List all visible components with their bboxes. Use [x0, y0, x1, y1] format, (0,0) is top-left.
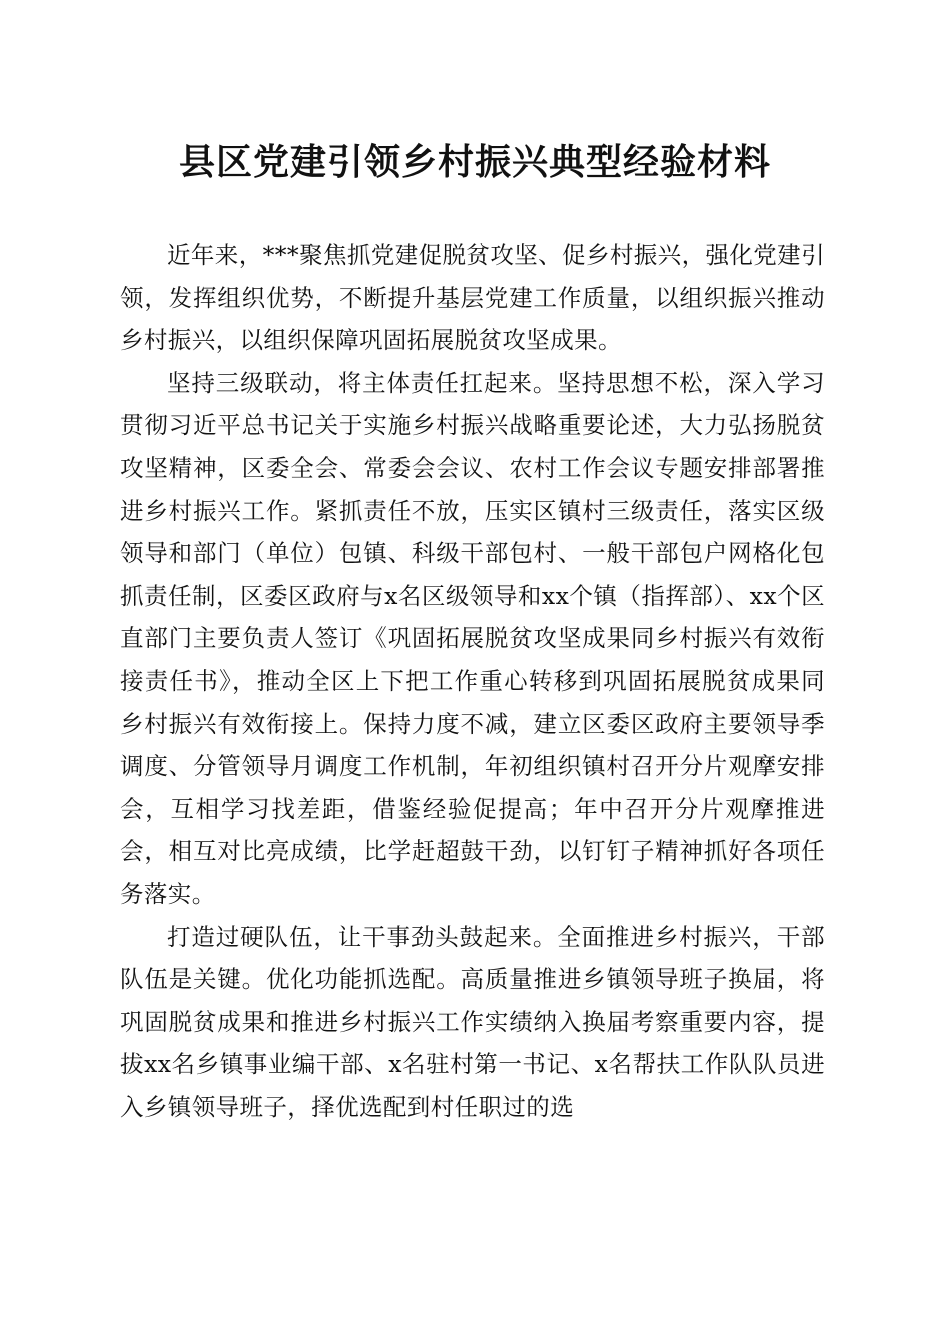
paragraph-build-team: 打造过硬队伍，让干事劲头鼓起来。全面推进乡村振兴，干部队伍是关键。优化功能抓选配。高质量推进乡镇领导班子换届，将巩固脱贫成果和推进乡村振兴工作实绩纳入换届考察重要内容，提拔xx名乡镇事业编干部、x名驻村第一书记、x名帮扶工作队队员进入乡镇领导班子，择优选配到村任职过的选 — [120, 922, 825, 1121]
paragraph-intro: 近年来，***聚焦抓党建促脱贫攻坚、促乡村振兴，强化党建引领，发挥组织优势，不断提升基层党建工作质量，以组织振兴推动乡村振兴，以组织保障巩固拓展脱贫攻坚成果。 — [120, 241, 825, 355]
document-title: 县区党建引领乡村振兴典型经验材料 — [178, 141, 771, 183]
paragraph-three-level-linkage: 坚持三级联动，将主体责任扛起来。坚持思想不松，深入学习贯彻习近平总书记关于实施乡村振兴战略重要论述，大力弘扬脱贫攻坚精神，区委全会、常委会会议、农村工作会议专题安排部署推进乡村振兴工作。紧抓责任不放，压实区镇村三级责任，落实区级领导和部门（单位）包镇、科级干部包村、一般干部包户网格化包抓责任制，区委区政府与x名区级领导和xx个镇（指挥部）、xx个区直部门主要负责人签订《巩固拓展脱贫攻坚成果同乡村振兴有效衔接责任书》，推动全区上下把工作重心转移到巩固拓展脱贫成果同乡村振兴有效衔接上。保持力度不减，建立区委区政府主要领导季调度、分管领导月调度工作机制，年初组织镇村召开分片观摩安排会，互相学习找差距，借鉴经验促提高；年中召开分片观摩推进会，相互对比亮成绩，比学赶超鼓干劲，以钉钉子精神抓好各项任务落实。 — [120, 368, 825, 908]
document-body — [120, 234, 825, 1128]
